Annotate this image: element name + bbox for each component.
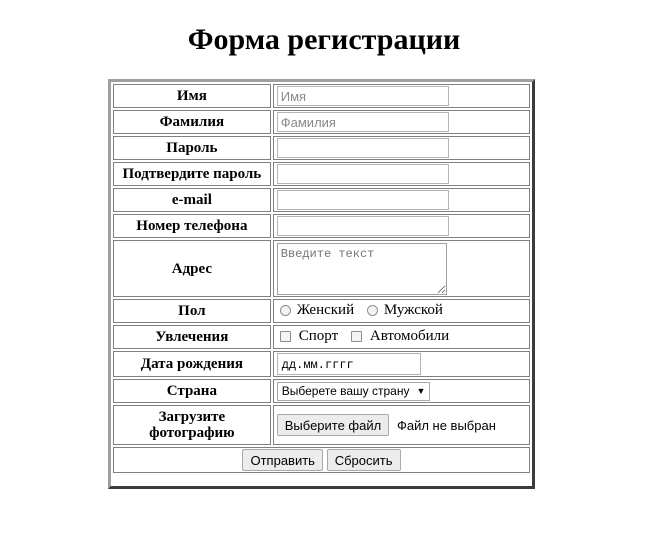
submit-button[interactable]: Отправить [242, 449, 322, 471]
name-input[interactable] [277, 86, 449, 106]
confirm-password-input[interactable] [277, 164, 449, 184]
birth-date-label: Дата рождения [113, 351, 271, 377]
row-country [113, 379, 530, 403]
email-input[interactable] [277, 190, 449, 210]
hobby-option-sport[interactable] [277, 328, 338, 345]
phone-label: Номер телефона [113, 214, 271, 238]
row-actions [113, 447, 530, 473]
checkbox-sport[interactable] [280, 331, 291, 342]
file-status: Файл не выбран [396, 417, 496, 433]
photo-label: Загрузите фотографию [113, 405, 271, 445]
row-gender [113, 299, 530, 323]
name-label: Имя [113, 84, 271, 108]
row-confirm-password [113, 162, 530, 186]
country-selected-value: Выберете вашу страну [281, 384, 410, 398]
address-textarea[interactable] [277, 243, 447, 295]
country-label: Страна [113, 379, 271, 403]
hobby-cars-label: Автомобили [369, 327, 450, 344]
gender-option-female[interactable] [277, 302, 354, 319]
confirm-password-label: Подтвердите пароль [113, 162, 271, 186]
surname-label: Фамилия [113, 110, 271, 134]
gender-option-male[interactable] [364, 302, 443, 319]
hobby-sport-label: Спорт [298, 327, 339, 344]
registration-form [108, 79, 535, 489]
row-name [113, 84, 530, 108]
phone-input[interactable] [277, 216, 449, 236]
email-label: e-mail [113, 188, 271, 212]
password-input[interactable] [277, 138, 449, 158]
gender-female-label: Женский [296, 301, 355, 318]
address-label: Адрес [113, 240, 271, 297]
password-label: Пароль [113, 136, 271, 160]
radio-male[interactable] [367, 305, 378, 316]
row-phone [113, 214, 530, 238]
hobbies-label: Увлечения [113, 325, 271, 349]
page-title: Форма регистрации [187, 23, 461, 56]
row-photo [113, 405, 530, 445]
gender-label: Пол [113, 299, 271, 323]
row-surname [113, 110, 530, 134]
row-hobbies [113, 325, 530, 349]
country-select[interactable] [277, 382, 431, 401]
row-password [113, 136, 530, 160]
row-email [113, 188, 530, 212]
radio-female[interactable] [280, 305, 291, 316]
row-birth-date [113, 351, 530, 377]
gender-male-label: Мужской [383, 301, 443, 318]
actions-cell [113, 447, 530, 473]
reset-button[interactable]: Сбросить [327, 449, 401, 471]
birth-date-input[interactable]: дд.мм.гггг [277, 353, 421, 375]
checkbox-cars[interactable] [351, 331, 362, 342]
dropdown-caret-icon: ▼ [416, 386, 426, 396]
hobby-option-cars[interactable] [348, 328, 449, 345]
surname-input[interactable] [277, 112, 449, 132]
row-address [113, 240, 530, 297]
form-table [111, 82, 532, 475]
choose-file-button[interactable]: Выберите файл [277, 414, 389, 436]
